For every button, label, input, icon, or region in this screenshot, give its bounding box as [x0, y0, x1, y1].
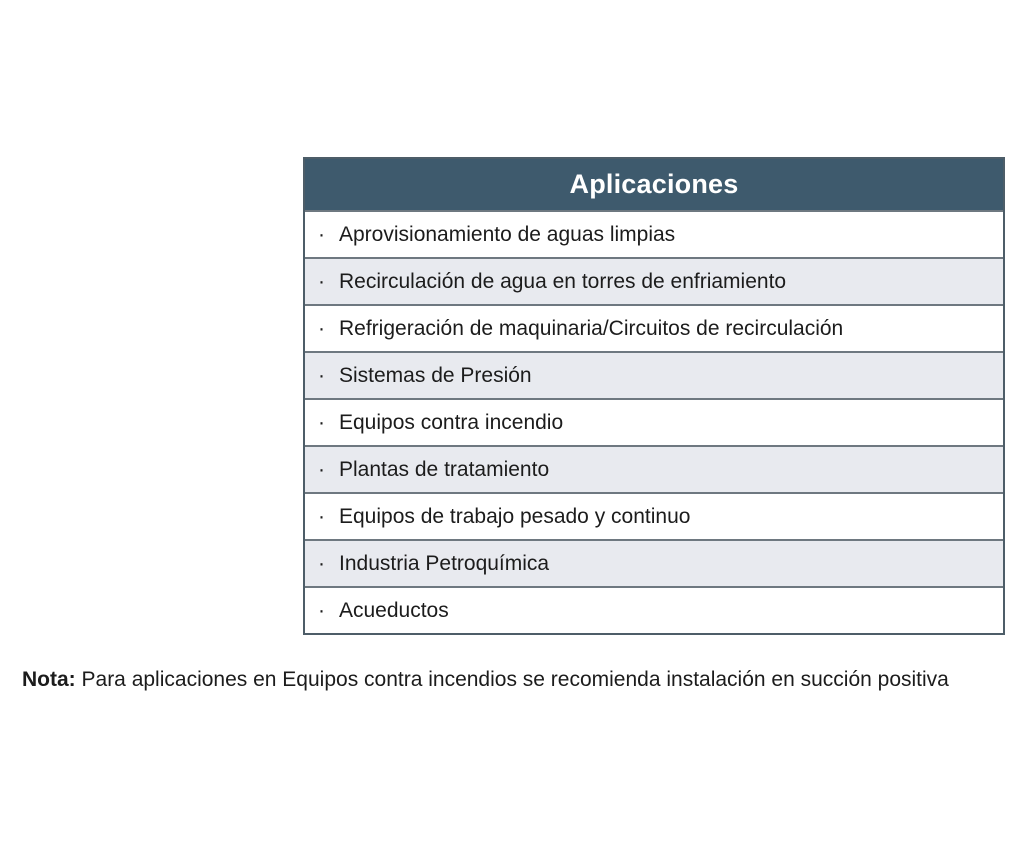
- bullet-icon: ·: [318, 317, 325, 340]
- table-row: [305, 586, 1003, 633]
- table-row: [305, 304, 1003, 351]
- note-text: Para aplicaciones en Equipos contra incendios se recomienda instalación en succión positiva: [75, 668, 949, 691]
- table-row: [305, 539, 1003, 586]
- note: [22, 664, 972, 696]
- row-label: Aprovisionamiento de aguas limpias: [339, 222, 676, 246]
- table-body: [305, 210, 1003, 633]
- row-label: Industria Petroquímica: [339, 551, 550, 575]
- table-row: [305, 351, 1003, 398]
- row-label: Plantas de tratamiento: [339, 457, 550, 481]
- bullet-icon: ·: [318, 364, 325, 387]
- table-row: [305, 445, 1003, 492]
- note-label: Nota:: [22, 668, 76, 691]
- applications-table: [303, 157, 1005, 635]
- row-label: Refrigeración de maquinaria/Circuitos de recirculación: [339, 316, 844, 340]
- bullet-icon: ·: [318, 505, 325, 528]
- table-row: [305, 492, 1003, 539]
- row-label: Recirculación de agua en torres de enfriamiento: [339, 269, 787, 293]
- row-label: Equipos de trabajo pesado y continuo: [339, 504, 691, 528]
- table-header: [305, 159, 1003, 210]
- table-row: [305, 210, 1003, 257]
- bullet-icon: ·: [318, 552, 325, 575]
- bullet-icon: ·: [318, 223, 325, 246]
- bullet-icon: ·: [318, 599, 325, 622]
- table-row: [305, 257, 1003, 304]
- bullet-icon: ·: [318, 411, 325, 434]
- row-label: Equipos contra incendio: [339, 410, 564, 434]
- row-label: Acueductos: [339, 598, 449, 622]
- table-row: [305, 398, 1003, 445]
- bullet-icon: ·: [318, 270, 325, 293]
- bullet-icon: ·: [318, 458, 325, 481]
- row-label: Sistemas de Presión: [339, 363, 532, 387]
- table-title: Aplicaciones: [569, 169, 739, 199]
